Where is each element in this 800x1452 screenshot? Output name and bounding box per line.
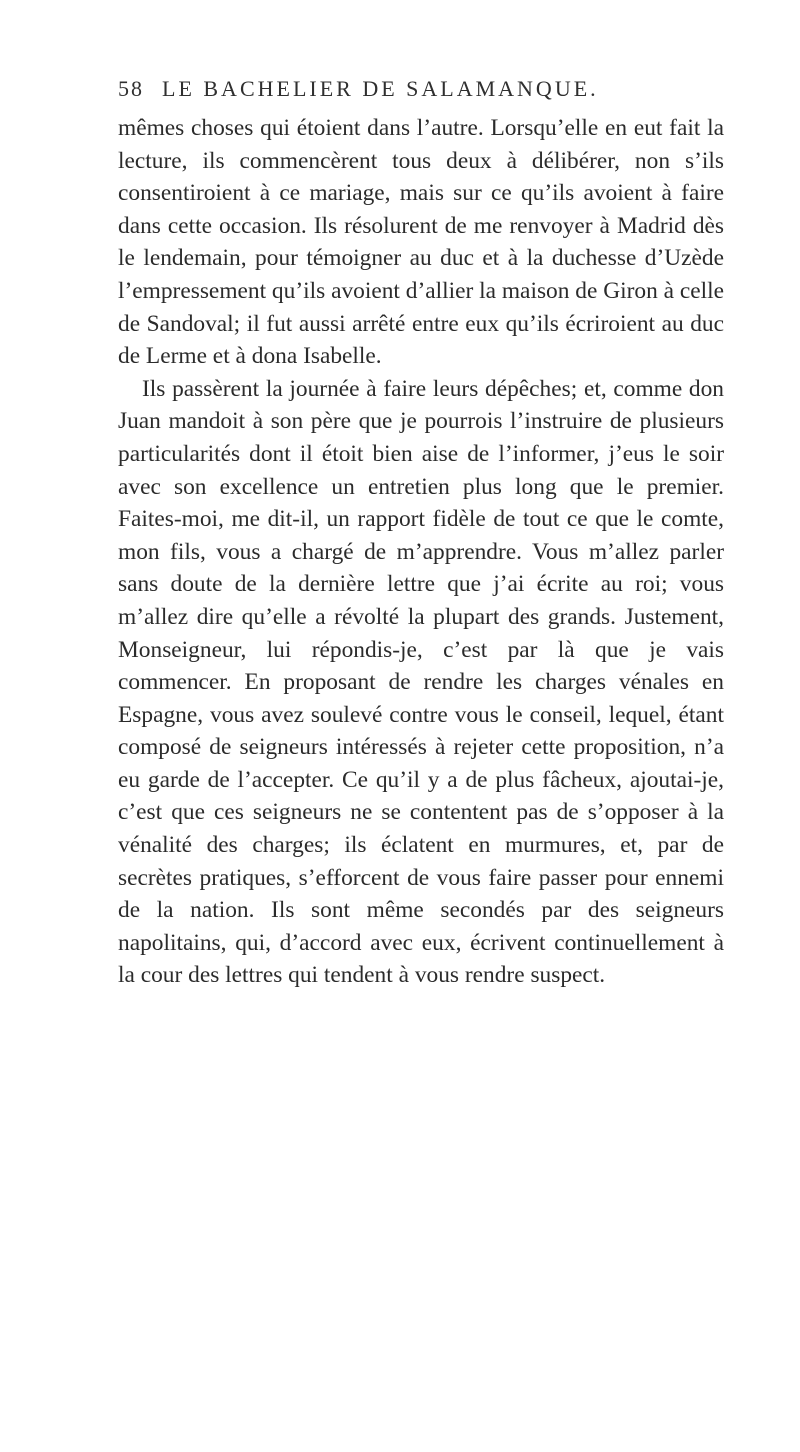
- page-header: [118, 76, 718, 106]
- body-text: [118, 112, 724, 992]
- paragraph: mêmes choses qui étoient dans l’autre. Lorsqu’elle en eut fait la lecture, ils commencèrent tous deux à délibérer, non s’ils consentiroient à ce mariage, mais sur ce qu’ils avoient à faire dans cette occasion. Ils résolurent de me renvoyer à Madrid dès le lendemain, pour témoigner au duc et à la duchesse d’Uzède l’empressement qu’ils avoient d’allier la maison de Giron à celle de Sandoval; il fut aussi arrêté entre eux qu’ils écriroient au duc de Lerme et à dona Isabelle.: [118, 115, 724, 370]
- running-title: LE BACHELIER DE SALAMANQUE.: [162, 76, 599, 101]
- paragraph: Ils passèrent la journée à faire leurs dépêches; et, comme don Juan mandoit à son père que je pourrois l’instruire de plusieurs particularités dont il étoit bien aise de l’informer, j’eus le soir avec son excellence un entretien plus long que le premier. Faites-moi, me dit-il, un rapport fidèle de tout ce que le comte, mon fils, vous a chargé de m’apprendre. Vous m’allez parler sans doute de la dernière lettre que j’ai écrite au roi; vous m’allez dire qu’elle a révolté la plupart des grands. Justement, Monseigneur, lui répondis-je, c’est par là que je vais commencer. En proposant de rendre les charges vénales en Espagne, vous avez soulevé contre vous le conseil, lequel, étant composé de seigneurs intéressés à rejeter cette proposition, n’a eu garde de l’accepter. Ce qu’il y a de plus fâcheux, ajoutai-je, c’est que ces seigneurs ne se contentent pas de s’opposer à la vénalité des charges; ils éclatent en murmures, et, par de secrètes pratiques, s’efforcent de vous faire passer pour ennemi de la nation. Ils sont même secondés par des seigneurs napolitains, qui, d’accord avec eux, écrivent continuellement à la cour des lettres qui tendent à vous rendre suspect.: [118, 375, 724, 989]
- page-number: 58: [118, 76, 144, 101]
